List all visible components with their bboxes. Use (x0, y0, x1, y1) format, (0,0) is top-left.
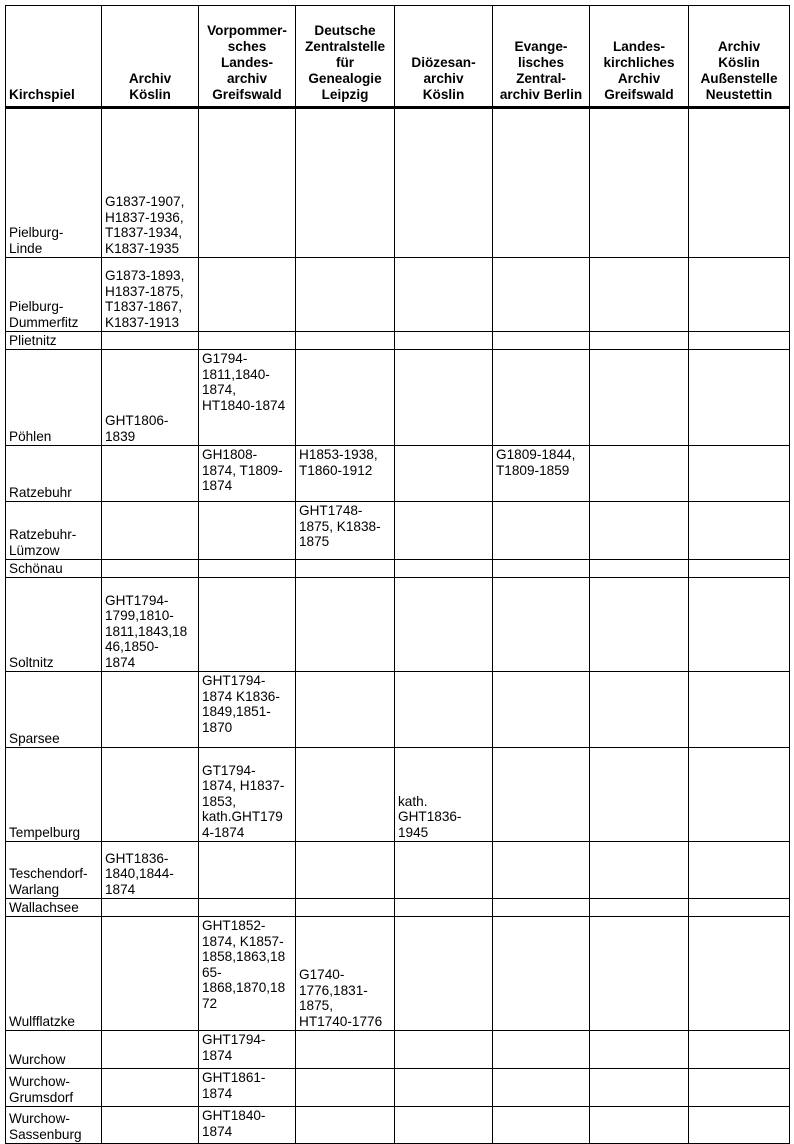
cell-landeskirchliches-archiv (590, 350, 689, 446)
cell-landeskirchliches-archiv (590, 842, 689, 899)
table-row (6, 672, 790, 748)
cell-aussenstelle-neustettin (689, 502, 790, 560)
cell-landeskirchliches-archiv (590, 899, 689, 917)
cell-zentralstelle-leipzig: H1853-1938, T1860-1912 (296, 446, 395, 502)
cell-kirchspiel: Pöhlen (6, 350, 102, 446)
cell-landeskirchliches-archiv (590, 1107, 689, 1144)
cell-landeskirchliches-archiv (590, 108, 689, 258)
cell-zentralstelle-leipzig: G1740- 1776,1831- 1875, HT1740-1776 (296, 917, 395, 1031)
cell-zentralstelle-leipzig (296, 1107, 395, 1144)
cell-landeskirchliches-archiv (590, 446, 689, 502)
cell-aussenstelle-neustettin (689, 842, 790, 899)
cell-zentralarchiv-berlin (493, 350, 590, 446)
cell-kirchspiel: Teschendorf- Warlang (6, 842, 102, 899)
cell-aussenstelle-neustettin (689, 258, 790, 332)
cell-dioezesanarchiv (395, 258, 493, 332)
cell-landesarchiv-greifswald: GHT1794- 1874 K1836- 1849,1851- 1870 (199, 672, 296, 748)
cell-kirchspiel: Wallachsee (6, 899, 102, 917)
table-row (6, 578, 790, 672)
cell-kirchspiel: Sparsee (6, 672, 102, 748)
cell-zentralarchiv-berlin (493, 748, 590, 842)
cell-zentralarchiv-berlin (493, 1031, 590, 1069)
cell-archiv-koeslin (102, 1107, 199, 1144)
cell-zentralstelle-leipzig: GHT1748- 1875, K1838- 1875 (296, 502, 395, 560)
cell-landesarchiv-greifswald (199, 108, 296, 258)
cell-dioezesanarchiv (395, 917, 493, 1031)
cell-landeskirchliches-archiv (590, 258, 689, 332)
cell-zentralstelle-leipzig (296, 332, 395, 350)
cell-aussenstelle-neustettin (689, 748, 790, 842)
cell-landesarchiv-greifswald (199, 842, 296, 899)
cell-aussenstelle-neustettin (689, 446, 790, 502)
cell-zentralstelle-leipzig (296, 748, 395, 842)
table-row (6, 917, 790, 1031)
table-row (6, 350, 790, 446)
cell-archiv-koeslin: GHT1806- 1839 (102, 350, 199, 446)
cell-landesarchiv-greifswald: GT1794- 1874, H1837- 1853, kath.GHT179 4-1874 (199, 748, 296, 842)
cell-archiv-koeslin: GHT1836- 1840,1844- 1874 (102, 842, 199, 899)
cell-landeskirchliches-archiv (590, 502, 689, 560)
cell-archiv-koeslin: G1837-1907, H1837-1936, T1837-1934, K1837-1935 (102, 108, 199, 258)
cell-dioezesanarchiv (395, 1031, 493, 1069)
cell-aussenstelle-neustettin (689, 108, 790, 258)
column-header-archiv-koeslin: Archiv Köslin (102, 6, 199, 108)
cell-landesarchiv-greifswald (199, 332, 296, 350)
cell-zentralarchiv-berlin (493, 332, 590, 350)
cell-landesarchiv-greifswald (199, 258, 296, 332)
cell-aussenstelle-neustettin (689, 899, 790, 917)
cell-archiv-koeslin (102, 899, 199, 917)
cell-kirchspiel: Plietnitz (6, 332, 102, 350)
cell-aussenstelle-neustettin (689, 578, 790, 672)
table-row (6, 108, 790, 258)
cell-landesarchiv-greifswald: GHT1794- 1874 (199, 1031, 296, 1069)
table-row (6, 560, 790, 578)
cell-zentralarchiv-berlin (493, 502, 590, 560)
cell-aussenstelle-neustettin (689, 350, 790, 446)
cell-kirchspiel: Ratzebuhr- Lümzow (6, 502, 102, 560)
cell-aussenstelle-neustettin (689, 1069, 790, 1107)
cell-zentralstelle-leipzig (296, 578, 395, 672)
cell-kirchspiel: Pielburg- Dummerfitz (6, 258, 102, 332)
cell-dioezesanarchiv (395, 350, 493, 446)
cell-landesarchiv-greifswald: G1794- 1811,1840- 1874, HT1840-1874 (199, 350, 296, 446)
cell-dioezesanarchiv (395, 842, 493, 899)
cell-zentralstelle-leipzig (296, 1031, 395, 1069)
cell-dioezesanarchiv (395, 446, 493, 502)
cell-zentralarchiv-berlin (493, 899, 590, 917)
table-row (6, 1107, 790, 1144)
cell-aussenstelle-neustettin (689, 672, 790, 748)
cell-zentralarchiv-berlin (493, 1107, 590, 1144)
cell-landesarchiv-greifswald: GHT1840- 1874 (199, 1107, 296, 1144)
cell-landeskirchliches-archiv (590, 332, 689, 350)
cell-dioezesanarchiv: kath. GHT1836- 1945 (395, 748, 493, 842)
cell-zentralarchiv-berlin: G1809-1844, T1809-1859 (493, 446, 590, 502)
cell-aussenstelle-neustettin (689, 917, 790, 1031)
cell-archiv-koeslin (102, 1031, 199, 1069)
cell-kirchspiel: Tempelburg (6, 748, 102, 842)
cell-dioezesanarchiv (395, 1107, 493, 1144)
cell-landeskirchliches-archiv (590, 917, 689, 1031)
header-row (6, 6, 790, 108)
table-row (6, 258, 790, 332)
table-body (6, 108, 790, 1144)
cell-landeskirchliches-archiv (590, 1031, 689, 1069)
cell-zentralstelle-leipzig (296, 672, 395, 748)
column-header-zentralstelle-leipzig: Deutsche Zentralstelle für Genealogie Leipzig (296, 6, 395, 108)
table-row (6, 502, 790, 560)
cell-kirchspiel: Wurchow- Sassenburg (6, 1107, 102, 1144)
archive-table (5, 5, 790, 1144)
column-header-zentralarchiv-berlin: Evange- lisches Zentral- archiv Berlin (493, 6, 590, 108)
cell-kirchspiel: Schönau (6, 560, 102, 578)
table-row (6, 842, 790, 899)
cell-dioezesanarchiv (395, 1069, 493, 1107)
cell-archiv-koeslin (102, 748, 199, 842)
table-row (6, 1031, 790, 1069)
table-row (6, 1069, 790, 1107)
cell-zentralstelle-leipzig (296, 1069, 395, 1107)
cell-kirchspiel: Pielburg- Linde (6, 108, 102, 258)
column-header-landeskirchliches-archiv: Landes- kirchliches Archiv Greifswald (590, 6, 689, 108)
cell-dioezesanarchiv (395, 108, 493, 258)
column-header-landesarchiv-greifswald: Vorpommer- sches Landes- archiv Greifswald (199, 6, 296, 108)
cell-zentralstelle-leipzig (296, 350, 395, 446)
cell-zentralarchiv-berlin (493, 258, 590, 332)
table-row (6, 446, 790, 502)
cell-landesarchiv-greifswald: GH1808- 1874, T1809- 1874 (199, 446, 296, 502)
column-header-kirchspiel: Kirchspiel (6, 6, 102, 108)
cell-archiv-koeslin (102, 1069, 199, 1107)
cell-zentralarchiv-berlin (493, 672, 590, 748)
cell-dioezesanarchiv (395, 502, 493, 560)
cell-zentralstelle-leipzig (296, 560, 395, 578)
cell-zentralarchiv-berlin (493, 842, 590, 899)
cell-zentralstelle-leipzig (296, 899, 395, 917)
cell-dioezesanarchiv (395, 899, 493, 917)
cell-archiv-koeslin: G1873-1893, H1837-1875, T1837-1867, K1837-1913 (102, 258, 199, 332)
cell-archiv-koeslin: GHT1794- 1799,1810- 1811,1843,18 46,1850- 1874 (102, 578, 199, 672)
cell-landeskirchliches-archiv (590, 748, 689, 842)
cell-zentralarchiv-berlin (493, 1069, 590, 1107)
cell-zentralstelle-leipzig (296, 258, 395, 332)
cell-kirchspiel: Soltnitz (6, 578, 102, 672)
cell-archiv-koeslin (102, 917, 199, 1031)
cell-zentralarchiv-berlin (493, 578, 590, 672)
cell-archiv-koeslin (102, 672, 199, 748)
cell-kirchspiel: Wurchow (6, 1031, 102, 1069)
cell-dioezesanarchiv (395, 560, 493, 578)
cell-kirchspiel: Ratzebuhr (6, 446, 102, 502)
cell-kirchspiel: Wulfflatzke (6, 917, 102, 1031)
cell-archiv-koeslin (102, 332, 199, 350)
cell-dioezesanarchiv (395, 578, 493, 672)
cell-landesarchiv-greifswald (199, 899, 296, 917)
cell-landesarchiv-greifswald (199, 578, 296, 672)
cell-landeskirchliches-archiv (590, 672, 689, 748)
cell-landesarchiv-greifswald: GHT1852- 1874, K1857- 1858,1863,18 65- 1868,1870,18 72 (199, 917, 296, 1031)
table-row (6, 899, 790, 917)
cell-aussenstelle-neustettin (689, 1031, 790, 1069)
cell-zentralstelle-leipzig (296, 842, 395, 899)
column-header-dioezesanarchiv: Diözesan- archiv Köslin (395, 6, 493, 108)
cell-dioezesanarchiv (395, 672, 493, 748)
cell-kirchspiel: Wurchow- Grumsdorf (6, 1069, 102, 1107)
cell-aussenstelle-neustettin (689, 332, 790, 350)
cell-zentralarchiv-berlin (493, 560, 590, 578)
cell-landesarchiv-greifswald (199, 560, 296, 578)
cell-dioezesanarchiv (395, 332, 493, 350)
column-header-aussenstelle-neustettin: Archiv Köslin Außenstelle Neustettin (689, 6, 790, 108)
cell-landeskirchliches-archiv (590, 560, 689, 578)
cell-archiv-koeslin (102, 502, 199, 560)
table-row (6, 332, 790, 350)
cell-landeskirchliches-archiv (590, 1069, 689, 1107)
cell-landesarchiv-greifswald (199, 502, 296, 560)
cell-zentralstelle-leipzig (296, 108, 395, 258)
cell-landesarchiv-greifswald: GHT1861- 1874 (199, 1069, 296, 1107)
cell-archiv-koeslin (102, 560, 199, 578)
cell-landeskirchliches-archiv (590, 578, 689, 672)
cell-zentralarchiv-berlin (493, 108, 590, 258)
cell-aussenstelle-neustettin (689, 1107, 790, 1144)
cell-aussenstelle-neustettin (689, 560, 790, 578)
table-row (6, 748, 790, 842)
cell-archiv-koeslin (102, 446, 199, 502)
cell-zentralarchiv-berlin (493, 917, 590, 1031)
